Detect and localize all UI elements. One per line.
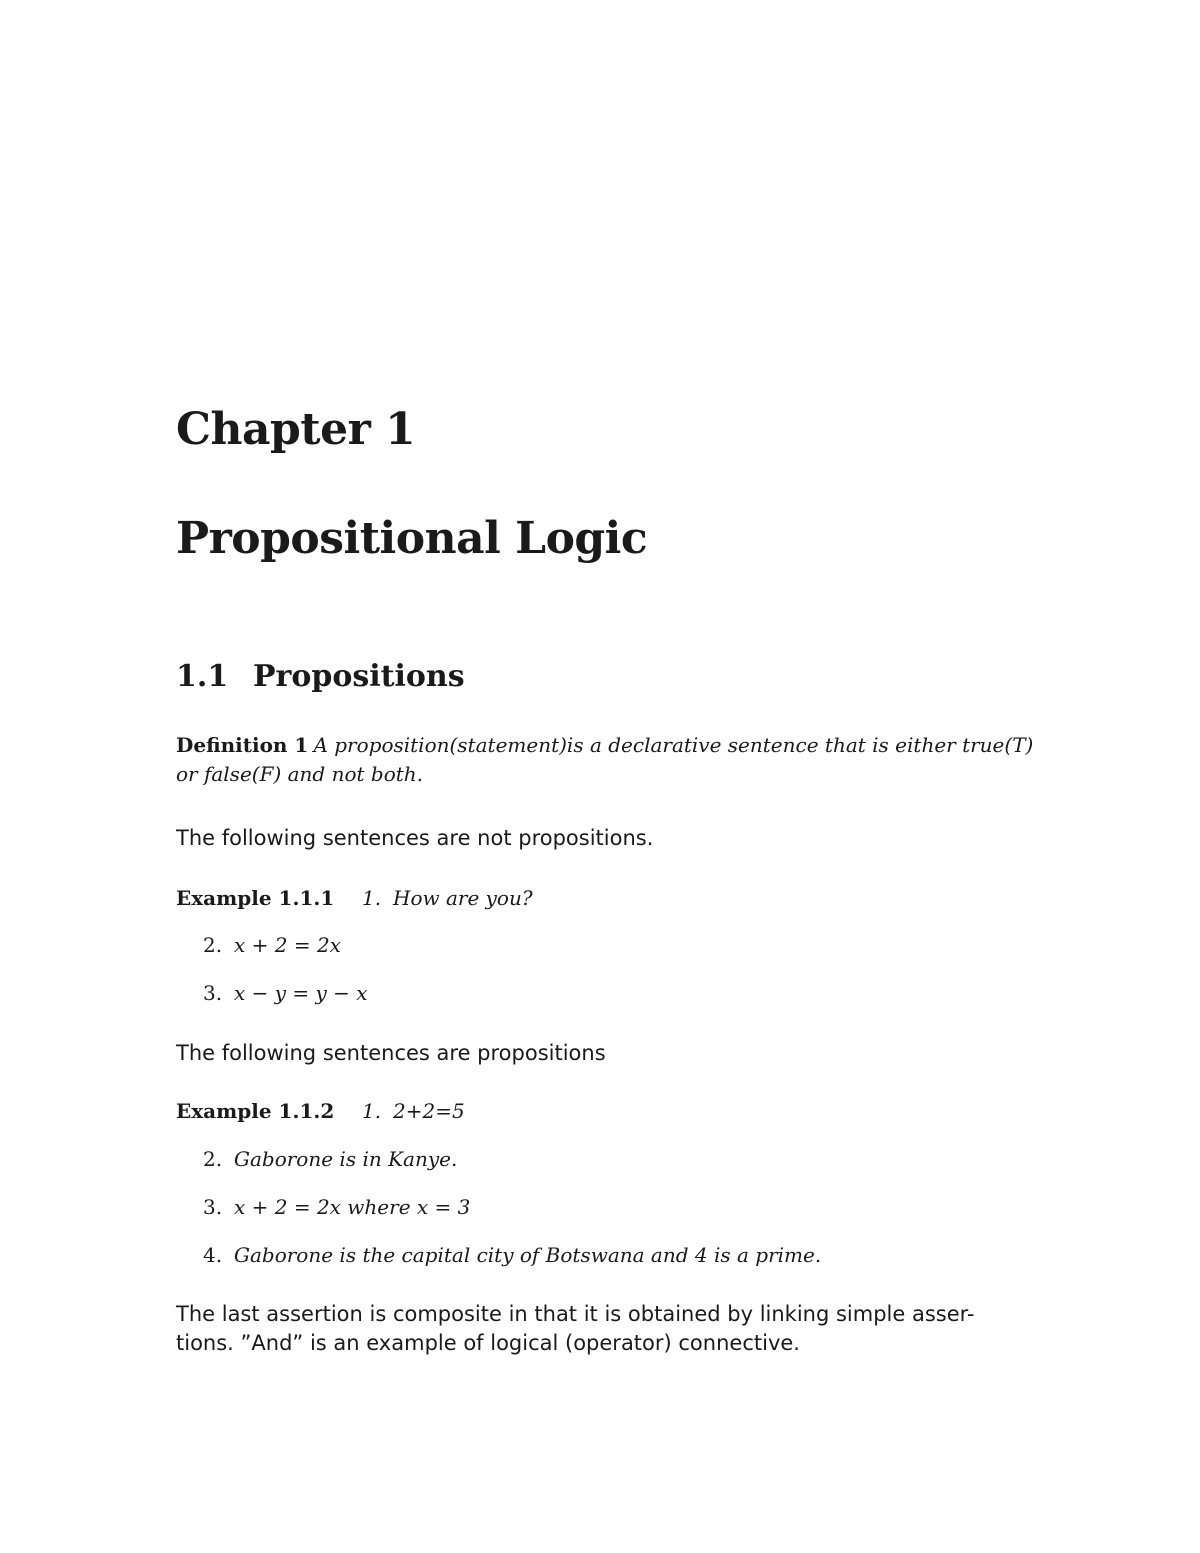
item-text: Gaborone is in Kanye. <box>234 1147 458 1171</box>
example-2-item-1 <box>362 1099 465 1123</box>
definition-label: Definition 1 <box>176 733 309 757</box>
paragraph-composite-line-2: tions. ”And” is an example of logical (operator) connective. <box>176 1331 800 1355</box>
chapter-label: Chapter 1 <box>176 404 416 455</box>
item-text: Gaborone is the capital city of Botswana and 4 is a prime. <box>234 1243 822 1267</box>
item-number: 3. <box>203 981 223 1005</box>
section-heading <box>176 659 465 694</box>
section-number: 1.1 <box>176 659 229 694</box>
item-text: x + 2 = 2x where x = 3 <box>234 1195 471 1219</box>
example-2-label: Example 1.1.2 <box>176 1099 335 1123</box>
definition-line-1 <box>176 733 1033 757</box>
item-number: 2. <box>203 1147 223 1171</box>
section-title: Propositions <box>253 659 465 694</box>
item-number: 1. <box>362 1099 382 1123</box>
item-number: 2. <box>203 933 223 957</box>
example-1-item-1 <box>362 886 533 910</box>
item-text: x + 2 = 2x <box>234 933 341 957</box>
item-text: 2+2=5 <box>393 1099 465 1123</box>
example-1-item-2 <box>203 933 341 957</box>
item-number: 1. <box>362 886 382 910</box>
example-2-item-4 <box>203 1243 821 1267</box>
item-text: How are you? <box>393 886 533 910</box>
paragraph-propositions: The following sentences are propositions <box>176 1041 606 1065</box>
example-1-label: Example 1.1.1 <box>176 886 335 910</box>
example-1-item-3 <box>203 981 368 1005</box>
item-text: x − y = y − x <box>234 981 368 1005</box>
definition-text-2: or false(F) and not both. <box>176 762 424 786</box>
chapter-title: Propositional Logic <box>176 513 648 564</box>
paragraph-not-propositions: The following sentences are not propositions. <box>176 826 654 850</box>
definition-text-1: A proposition(statement)is a declarative sentence that is either true(T) <box>313 733 1034 757</box>
example-2-item-3 <box>203 1195 470 1219</box>
item-number: 4. <box>203 1243 223 1267</box>
item-number: 3. <box>203 1195 223 1219</box>
paragraph-composite-line-1: The last assertion is composite in that it is obtained by linking simple asser- <box>176 1302 975 1326</box>
example-2-item-2 <box>203 1147 457 1171</box>
